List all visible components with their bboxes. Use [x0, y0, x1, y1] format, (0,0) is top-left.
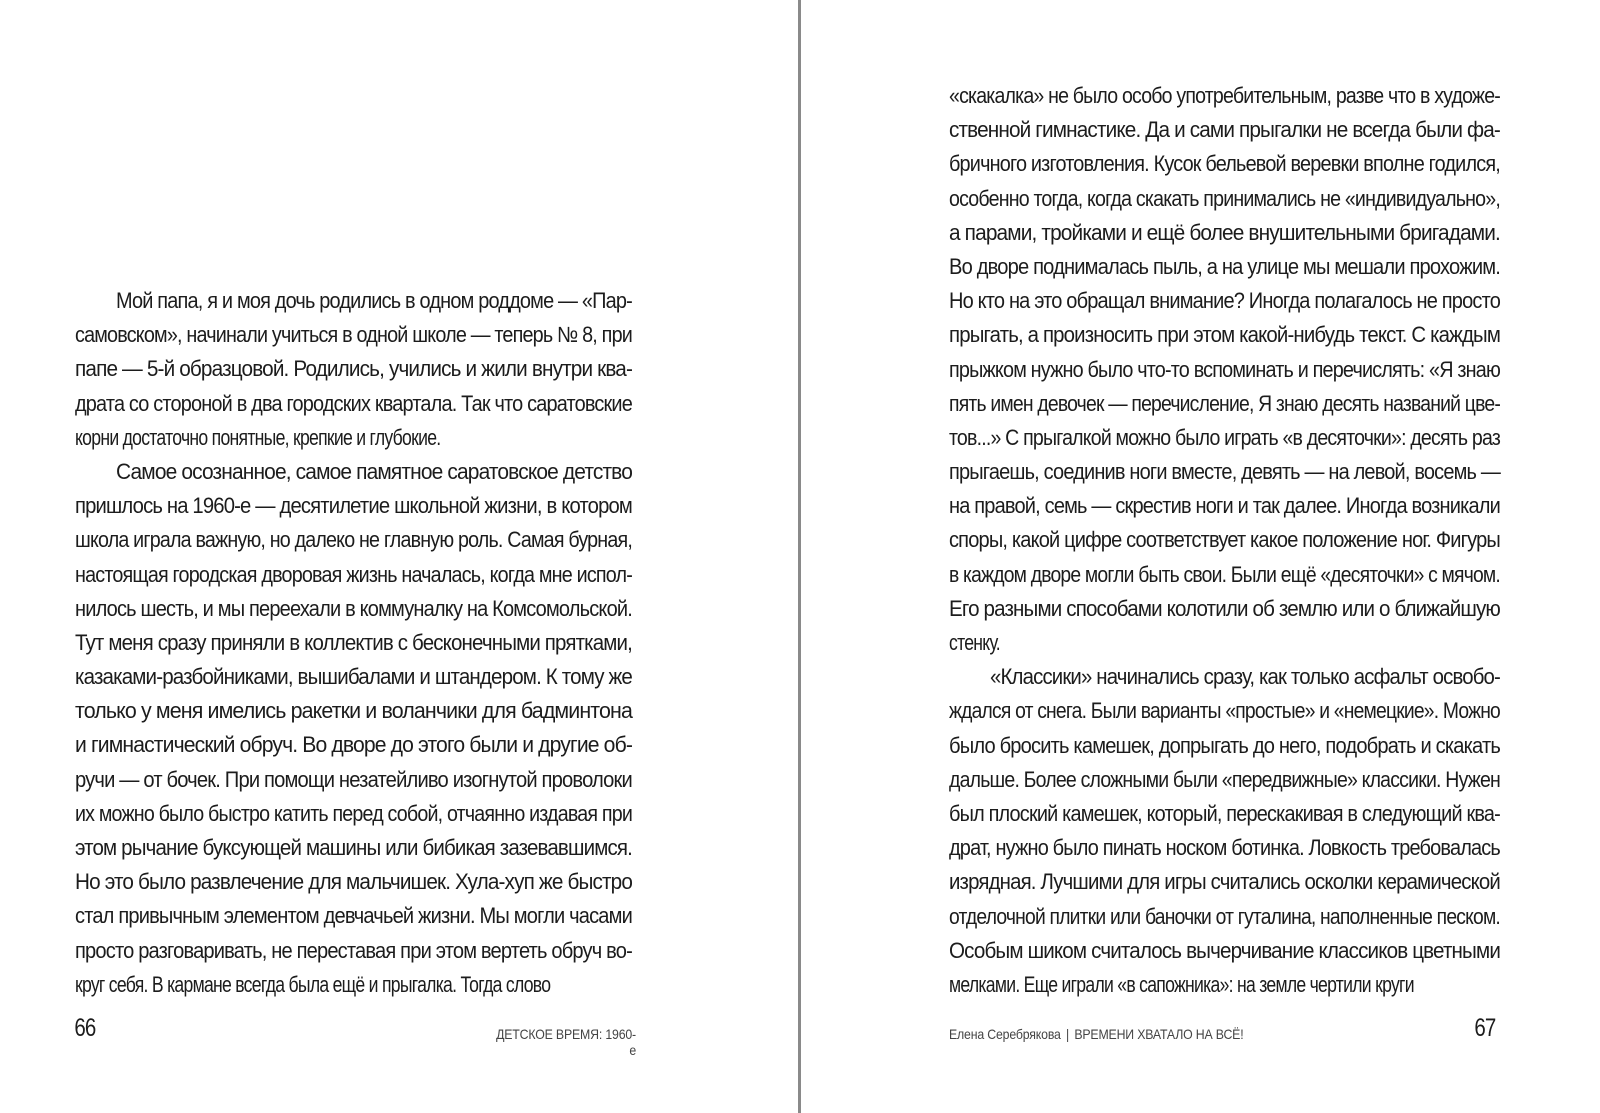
text-line-content: их можно было быстро катить перед собой, отчаянно издавая при [75, 800, 632, 826]
text-line-content: ждался от снега. Были варианты «простые» и «немецкие». Можно [949, 698, 1500, 724]
text-line [949, 934, 1500, 968]
text-line-content: просто разговаривать, не переставая при этом вертеть обруч во- [75, 937, 632, 963]
text-line-content: отделочной плитки или баночки от гуталина, наполненные песком. [949, 903, 1500, 929]
text-line [949, 729, 1500, 763]
text-line [949, 523, 1500, 557]
text-line-content: прыжком нужно было что-то вспоминать и перечислять: «Я знаю [949, 356, 1500, 382]
paragraph [949, 79, 1500, 660]
text-line [949, 660, 1500, 694]
text-line-content: было бросить камешек, допрыгать до него, подобрать и скакать [949, 732, 1500, 758]
text-line [949, 694, 1500, 728]
text-line-content: Особым шиком считалось вычерчивание классиков цветными [949, 937, 1500, 963]
text-line-content: Мой папа, я и моя дочь родились в одном роддоме — «Пар- [116, 288, 632, 313]
text-line-content: а парами, тройками и ещё более внушительными бригадами. [949, 219, 1500, 245]
chapter-title: ДЕТСКОЕ ВРЕМЯ: 1960-е [496, 1026, 636, 1058]
paragraph [949, 660, 1500, 1002]
text-line [75, 455, 632, 489]
text-line [75, 797, 632, 831]
text-line [75, 387, 632, 421]
text-line-content: только у меня имелись ракетки и воланчики для бадминтона [75, 698, 632, 724]
text-line-content: прыгаешь, соединив ноги вместе, девять — на левой, восемь — [949, 459, 1500, 485]
text-line [949, 968, 1500, 1002]
left-page-number [72, 1014, 98, 1043]
right-running-head [949, 1026, 1243, 1044]
text-line-content: «Классики» начинались сразу, как только асфальт освобо- [990, 664, 1500, 690]
text-line [949, 79, 1500, 113]
text-line [949, 455, 1500, 489]
text-line [949, 250, 1500, 284]
text-line [75, 899, 632, 933]
text-line [75, 284, 632, 318]
book-title: ВРЕМЕНИ ХВАТАЛО НА ВСЁ! [1074, 1026, 1244, 1042]
text-line [949, 284, 1500, 318]
page-number-67: 67 [1474, 1014, 1496, 1042]
text-line-content: стал привычным элементом девчачьей жизни. Мы могли часами [75, 903, 632, 929]
text-line [949, 182, 1500, 216]
right-page-number [1472, 1014, 1498, 1043]
text-line-content: нилось шесть, и мы переехали в коммуналку на Комсомольской. [75, 595, 632, 621]
left-page-body [75, 284, 632, 1002]
text-line [949, 797, 1500, 831]
left-running-head [495, 1026, 636, 1060]
text-line [949, 900, 1500, 934]
text-line [949, 865, 1500, 899]
text-line-content: стенку. [949, 630, 1000, 655]
right-page [800, 0, 1600, 1113]
text-line-content: казаками-разбойниками, вышибалами и штандером. К тому же [75, 664, 632, 690]
text-line-content: был плоский камешек, который, перескакивая в следующий ква- [949, 800, 1500, 826]
text-line [75, 660, 632, 694]
text-line [949, 318, 1500, 352]
text-line-content: бричного изготовления. Кусок бельевой веревки вполне годился, [949, 151, 1500, 177]
text-line-content: ручи — от бочек. При помощи незатейливо изогнутой проволоки [75, 766, 632, 792]
text-line [75, 558, 632, 592]
paragraph [75, 284, 632, 455]
text-line [949, 831, 1500, 865]
text-line [949, 626, 1500, 660]
text-line-content: пять имен девочек — перечисление, Я знаю десять названий цве- [949, 390, 1500, 416]
text-line [75, 352, 632, 386]
text-line [75, 763, 632, 797]
text-line [949, 489, 1500, 523]
text-line-content: драт, нужно было пинать носком ботинка. Ловкость требовалась [949, 835, 1500, 861]
text-line [949, 353, 1500, 387]
text-line-content: Самое осознанное, самое памятное саратовское детство [116, 458, 632, 484]
text-line-content: тов...» С прыгалкой можно было играть «в десяточки»: десять раз [949, 424, 1500, 450]
text-line [75, 523, 632, 557]
text-line-content: прыгать, а произносить при этом какой-нибудь текст. С каждым [949, 322, 1500, 348]
text-line [75, 318, 632, 352]
text-line-content: Его разными способами колотили об землю или о ближайшую [949, 595, 1500, 621]
text-line [75, 489, 632, 523]
text-line-content: мелками. Еще играли «в сапожника»: на земле чертили круги [949, 971, 1414, 997]
text-line-content: Во дворе поднималась пыль, а на улице мы мешали прохожим. [949, 253, 1500, 279]
text-line-content: и гимнастический обруч. Во дворе до этого были и другие об- [75, 732, 632, 758]
text-line [75, 968, 632, 1002]
text-line-content: в каждом дворе могли быть свои. Были ещё «десяточки» с мячом. [949, 561, 1500, 587]
text-line-content: споры, какой цифре соответствует какое положение ног. Фигуры [949, 527, 1500, 553]
text-line-content: круг себя. В кармане всегда была ещё и прыгалка. Тогда слово [75, 971, 551, 997]
text-line-content: корни достаточно понятные, крепкие и глубокие. [75, 424, 441, 450]
right-page-body [949, 79, 1500, 1002]
paragraph [75, 455, 632, 1002]
text-line-content: пришлось на 1960-е — десятилетие школьной жизни, в котором [75, 493, 632, 519]
text-line [75, 865, 632, 899]
text-line [75, 694, 632, 728]
text-line [75, 626, 632, 660]
text-line [949, 387, 1500, 421]
author-name: Елена Серебрякова [949, 1026, 1061, 1042]
text-line [949, 592, 1500, 626]
text-line-content: папе — 5-й образцовой. Родились, учились и жили внутри ква- [75, 356, 632, 382]
text-line-content: этом рычание буксующей машины или бибикая зазевавшимся. [75, 835, 632, 860]
text-line-content: Но кто на это обращал внимание? Иногда полагалось не просто [949, 288, 1500, 314]
text-line-content: на правой, семь — скрестив ноги и так далее. Иногда возникали [949, 493, 1500, 519]
text-line-content: изрядная. Лучшими для игры считались осколки керамической [949, 869, 1500, 895]
text-line-content: настоящая городская дворовая жизнь началась, когда мне испол- [75, 561, 632, 587]
page-number-66: 66 [74, 1014, 96, 1042]
text-line-content: Но это было развлечение для мальчишек. Хула-хуп же быстро [75, 869, 632, 895]
text-line [949, 216, 1500, 250]
text-line-content: Тут меня сразу приняли в коллектив с бесконечными прятками, [75, 629, 632, 655]
text-line-content: дальше. Более сложными были «передвижные» классики. Нужен [949, 766, 1500, 792]
text-line-content: драта со стороной в два городских квартала. Так что саратовские [75, 390, 632, 416]
text-line-content: особенно тогда, когда скакать принимались не «индивидуально», [949, 185, 1500, 211]
running-head-separator: | [1066, 1026, 1070, 1042]
text-line-content: школа играла важную, но далеко не главную роль. Самая бурная, [75, 527, 632, 553]
text-line [949, 147, 1500, 181]
text-line [75, 728, 632, 762]
text-line [75, 421, 632, 455]
text-line [75, 592, 632, 626]
text-line [949, 763, 1500, 797]
text-line-content: «скакалка» не было особо употребительным, разве что в художе- [949, 83, 1500, 108]
text-line [75, 831, 632, 865]
text-line-content: самовском», начинали учиться в одной школе — теперь № 8, при [75, 322, 632, 348]
text-line [75, 934, 632, 968]
text-line [949, 421, 1500, 455]
text-line [949, 113, 1500, 147]
text-line-content: ственной гимнастике. Да и сами прыгалки не всегда были фа- [949, 117, 1500, 143]
text-line [949, 558, 1500, 592]
